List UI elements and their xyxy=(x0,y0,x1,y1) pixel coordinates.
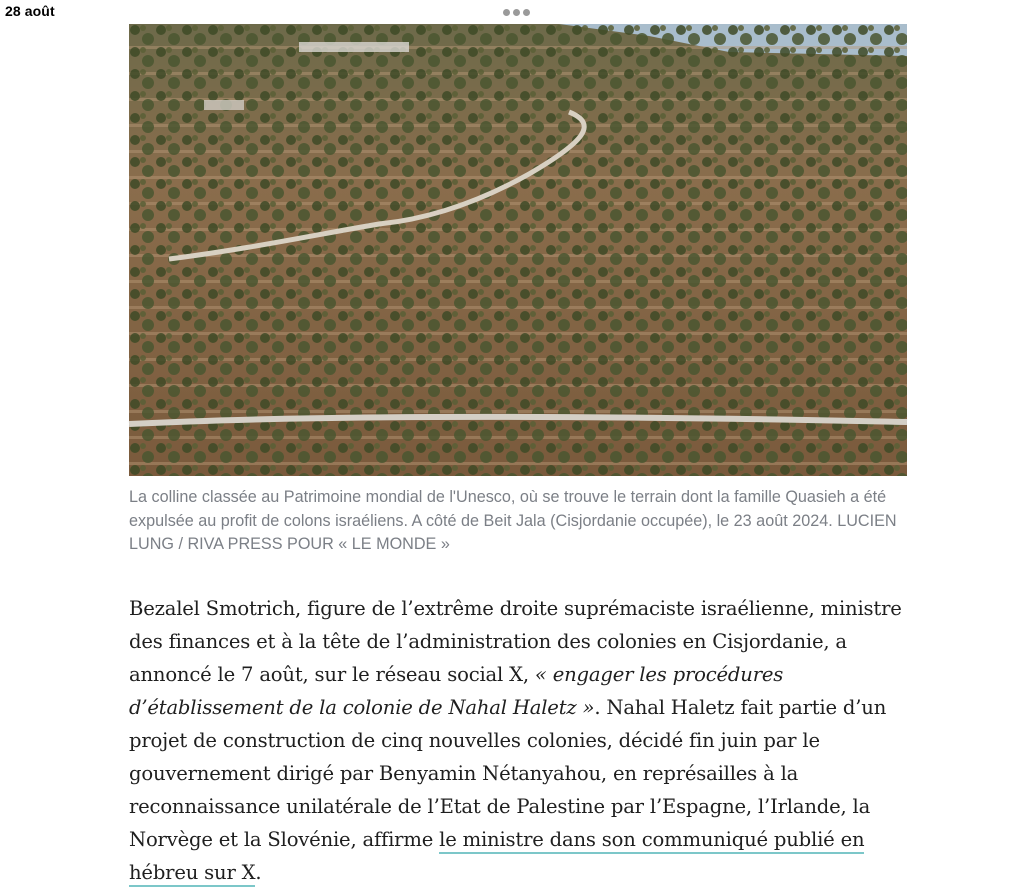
dot xyxy=(523,9,530,16)
paragraph-text: . Nahal Haletz fait partie d’un projet de construction de cinq nouvelles colonies, décidé fin juin par le gouvernement dirigé par Benyamin Nétanyahou, en représailles à la reconnaissance unilatérale de l’Etat de Palestine par l’Espagne, l’Irlande, la Norvège et la Slovénie, affirme xyxy=(129,696,887,851)
landscape-photo-icon xyxy=(129,24,907,476)
minister-statement-link[interactable]: le ministre dans son communiqué publié en hébreu sur X xyxy=(129,828,864,887)
paragraph-text: Bezalel Smotrich, figure de l’extrême droite suprémaciste israélienne, ministre des finances et à la tête de l’administration des colonies en Cisjordanie, a annoncé le 7 août, sur le réseau social X, xyxy=(129,597,902,686)
article-body xyxy=(129,592,919,889)
quote-text: « engager les procédures d’établissement de la colonie de Nahal Haletz » xyxy=(129,663,784,719)
dot xyxy=(503,9,510,16)
article-paragraph xyxy=(129,592,919,889)
paragraph-end: . xyxy=(255,861,262,884)
photo-caption: La colline classée au Patrimoine mondial de l'Unesco, où se trouve le terrain dont la famille Quasieh a été expulsée au profit de colons israéliens. A côté de Beit Jala (Cisjordanie occupée), le 23 août 2024. LUCIEN LUNG / RIVA PRESS POUR « LE MONDE » xyxy=(129,488,897,553)
status-bar-date: 28 août xyxy=(5,3,55,19)
article-photo xyxy=(129,24,907,476)
dot xyxy=(513,9,520,16)
more-dots-icon[interactable] xyxy=(503,8,533,16)
